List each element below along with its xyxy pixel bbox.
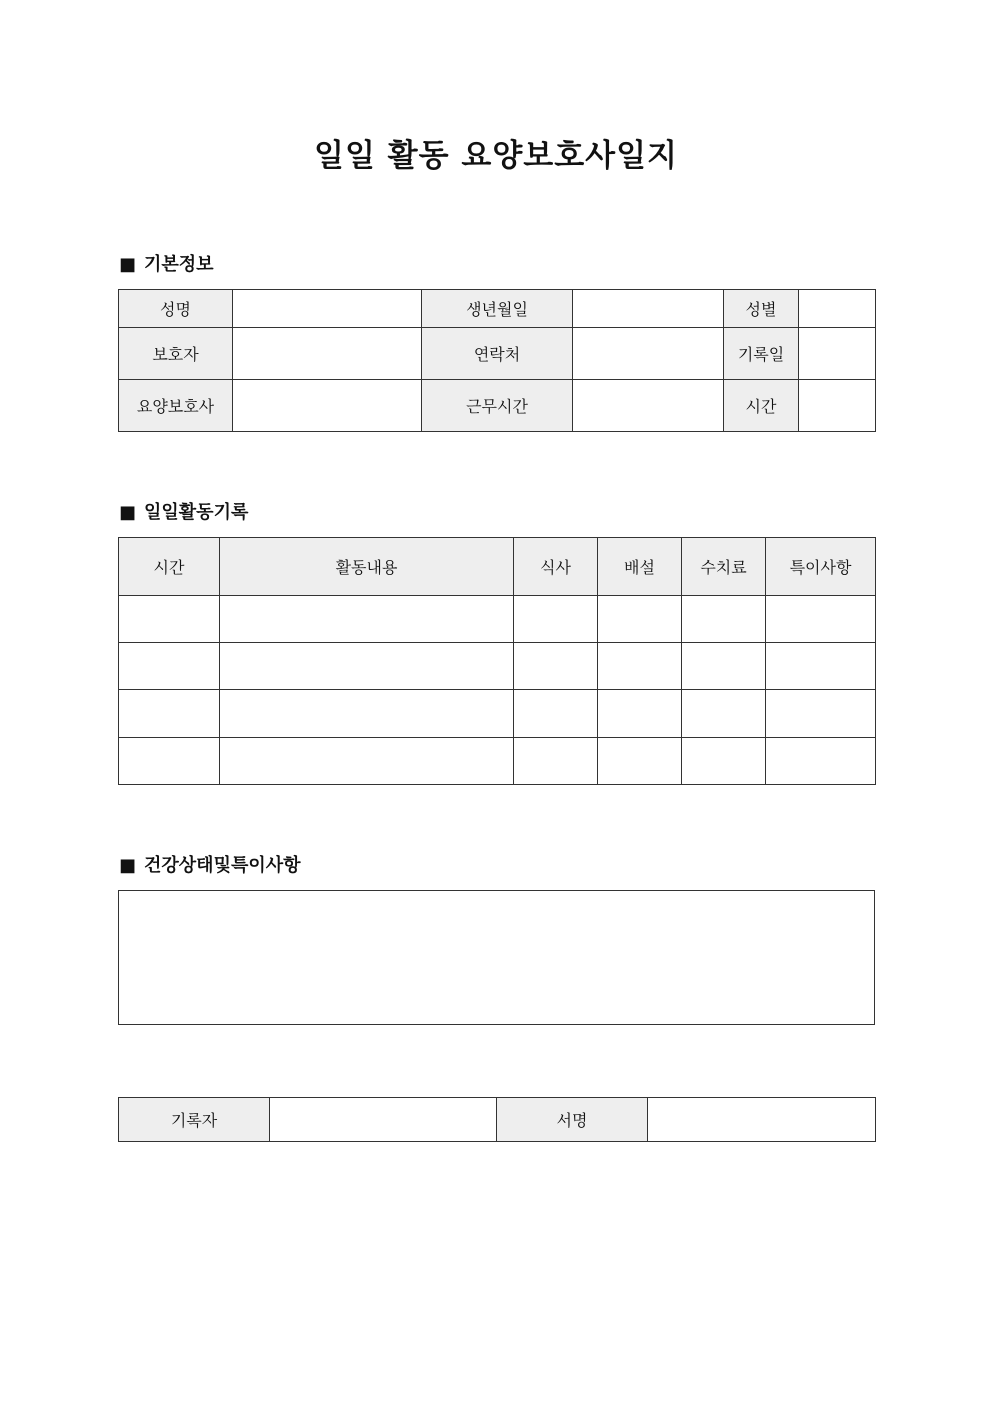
activity-log-heading bbox=[119, 502, 248, 524]
hydrotherapy-cell[interactable] bbox=[682, 596, 766, 643]
guardian-field[interactable] bbox=[233, 328, 422, 380]
health-heading bbox=[119, 855, 301, 877]
contact-field[interactable] bbox=[573, 328, 724, 380]
health-notes-field[interactable] bbox=[118, 890, 875, 1025]
time-cell[interactable] bbox=[119, 738, 220, 785]
caregiver-field[interactable] bbox=[233, 380, 422, 432]
caregiver-label: 요양보호사 bbox=[119, 380, 233, 432]
table-row bbox=[119, 690, 876, 738]
signature-table bbox=[118, 1097, 876, 1142]
excretion-cell[interactable] bbox=[598, 643, 682, 690]
recorder-field[interactable] bbox=[270, 1098, 497, 1142]
excretion-cell[interactable] bbox=[598, 596, 682, 643]
column-header-activity: 활동내용 bbox=[220, 538, 514, 596]
contact-label: 연락처 bbox=[422, 328, 573, 380]
activity-log-table bbox=[118, 537, 876, 785]
hydrotherapy-cell[interactable] bbox=[682, 643, 766, 690]
meal-cell[interactable] bbox=[514, 738, 598, 785]
notes-cell[interactable] bbox=[766, 738, 876, 785]
hydrotherapy-cell[interactable] bbox=[682, 738, 766, 785]
column-header-notes: 특이사항 bbox=[766, 538, 876, 596]
record-date-field[interactable] bbox=[799, 328, 876, 380]
column-header-excretion: 배설 bbox=[598, 538, 682, 596]
birthdate-label: 생년월일 bbox=[422, 290, 573, 328]
signature-field[interactable] bbox=[648, 1098, 876, 1142]
activity-cell[interactable] bbox=[220, 690, 514, 738]
basic-info-heading bbox=[119, 254, 214, 276]
name-field[interactable] bbox=[233, 290, 422, 328]
notes-cell[interactable] bbox=[766, 596, 876, 643]
time-cell[interactable] bbox=[119, 596, 220, 643]
time-cell[interactable] bbox=[119, 690, 220, 738]
work-hours-label: 근무시간 bbox=[422, 380, 573, 432]
excretion-cell[interactable] bbox=[598, 738, 682, 785]
work-hours-field[interactable] bbox=[573, 380, 724, 432]
record-date-label: 기록일 bbox=[724, 328, 799, 380]
birthdate-field[interactable] bbox=[573, 290, 724, 328]
square-bullet-icon: ■ bbox=[119, 855, 137, 876]
gender-field[interactable] bbox=[799, 290, 876, 328]
meal-cell[interactable] bbox=[514, 643, 598, 690]
basic-info-table bbox=[118, 289, 876, 432]
name-label: 성명 bbox=[119, 290, 233, 328]
activity-cell[interactable] bbox=[220, 643, 514, 690]
signature-label: 서명 bbox=[497, 1098, 648, 1142]
gender-label: 성별 bbox=[724, 290, 799, 328]
table-row bbox=[119, 738, 876, 785]
health-heading-label: 건강상태및특이사항 bbox=[144, 855, 301, 876]
time-cell[interactable] bbox=[119, 643, 220, 690]
column-header-time: 시간 bbox=[119, 538, 220, 596]
activity-log-heading-label: 일일활동기록 bbox=[144, 502, 249, 523]
time-field[interactable] bbox=[799, 380, 876, 432]
meal-cell[interactable] bbox=[514, 596, 598, 643]
column-header-hydrotherapy: 수치료 bbox=[682, 538, 766, 596]
hydrotherapy-cell[interactable] bbox=[682, 690, 766, 738]
page-title: 일일 활동 요양보호사일지 bbox=[314, 138, 678, 174]
square-bullet-icon: ■ bbox=[119, 254, 137, 275]
column-header-meal: 식사 bbox=[514, 538, 598, 596]
recorder-label: 기록자 bbox=[119, 1098, 270, 1142]
activity-cell[interactable] bbox=[220, 596, 514, 643]
excretion-cell[interactable] bbox=[598, 690, 682, 738]
table-row bbox=[119, 596, 876, 643]
notes-cell[interactable] bbox=[766, 690, 876, 738]
time-label: 시간 bbox=[724, 380, 799, 432]
basic-info-heading-label: 기본정보 bbox=[144, 254, 214, 275]
meal-cell[interactable] bbox=[514, 690, 598, 738]
notes-cell[interactable] bbox=[766, 643, 876, 690]
table-row bbox=[119, 643, 876, 690]
guardian-label: 보호자 bbox=[119, 328, 233, 380]
square-bullet-icon: ■ bbox=[119, 502, 137, 523]
activity-cell[interactable] bbox=[220, 738, 514, 785]
